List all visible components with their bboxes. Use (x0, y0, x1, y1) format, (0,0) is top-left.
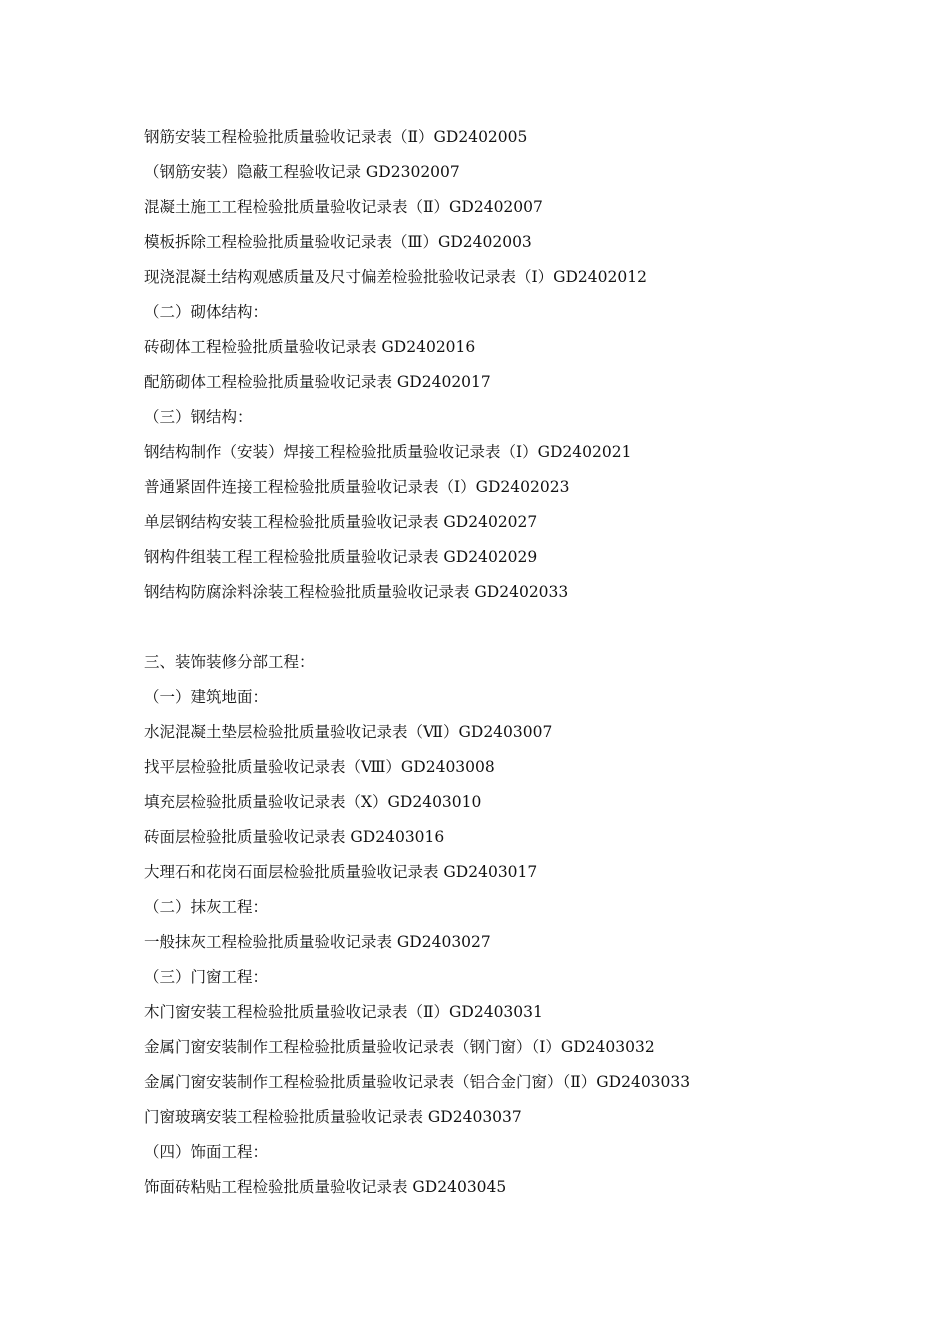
list-item: 配筋砌体工程检验批质量验收记录表 GD2402017 (144, 373, 491, 391)
list-item: 混凝土施工工程检验批质量验收记录表（Ⅱ）GD2402007 (144, 198, 543, 216)
list-item: 大理石和花岗石面层检验批质量验收记录表 GD2403017 (144, 863, 538, 881)
list-item: 木门窗安装工程检验批质量验收记录表（Ⅱ）GD2403031 (144, 1003, 543, 1021)
list-item: 模板拆除工程检验批质量验收记录表（Ⅲ）GD2402003 (144, 233, 532, 251)
list-item: 一般抹灰工程检验批质量验收记录表 GD2403027 (144, 933, 491, 951)
list-item: 砖面层检验批质量验收记录表 GD2403016 (144, 828, 445, 846)
section-heading: （二）砌体结构： (144, 303, 269, 321)
document-body (144, 120, 844, 1205)
list-item: 水泥混凝土垫层检验批质量验收记录表（Ⅶ）GD2403007 (144, 723, 553, 741)
list-item: 现浇混凝土结构观感质量及尺寸偏差检验批验收记录表（Ⅰ）GD2402012 (144, 268, 647, 286)
list-item: 钢构件组装工程工程检验批质量验收记录表 GD2402029 (144, 548, 538, 566)
section-heading: （一）建筑地面： (144, 688, 269, 706)
list-item: 找平层检验批质量验收记录表（Ⅷ）GD2403008 (144, 758, 495, 776)
list-item: 金属门窗安装制作工程检验批质量验收记录表（钢门窗）（Ⅰ）GD2403032 (144, 1038, 655, 1056)
list-item: 金属门窗安装制作工程检验批质量验收记录表（铝合金门窗）（Ⅱ）GD2403033 (144, 1073, 691, 1091)
list-item: 饰面砖粘贴工程检验批质量验收记录表 GD2403045 (144, 1178, 507, 1196)
list-item: 门窗玻璃安装工程检验批质量验收记录表 GD2403037 (144, 1108, 522, 1126)
section-heading: （二）抹灰工程： (144, 898, 269, 916)
list-item: （钢筋安装）隐蔽工程验收记录 GD2302007 (144, 163, 460, 181)
list-item: 单层钢结构安装工程检验批质量验收记录表 GD2402027 (144, 513, 538, 531)
list-item: 填充层检验批质量验收记录表（Ⅹ）GD2403010 (144, 793, 482, 811)
chapter-heading: 三、装饰装修分部工程： (144, 653, 315, 671)
list-item: 砖砌体工程检验批质量验收记录表 GD2402016 (144, 338, 476, 356)
section-heading: （四）饰面工程： (144, 1143, 269, 1161)
list-item: 钢结构制作（安装）焊接工程检验批质量验收记录表（Ⅰ）GD2402021 (144, 443, 632, 461)
list-item: 钢结构防腐涂料涂装工程检验批质量验收记录表 GD2402033 (144, 583, 569, 601)
blank-line (144, 610, 844, 645)
list-item: 普通紧固件连接工程检验批质量验收记录表（Ⅰ）GD2402023 (144, 478, 570, 496)
list-item: 钢筋安装工程检验批质量验收记录表（Ⅱ）GD2402005 (144, 128, 528, 146)
section-heading: （三）钢结构： (144, 408, 253, 426)
section-heading: （三）门窗工程： (144, 968, 269, 986)
